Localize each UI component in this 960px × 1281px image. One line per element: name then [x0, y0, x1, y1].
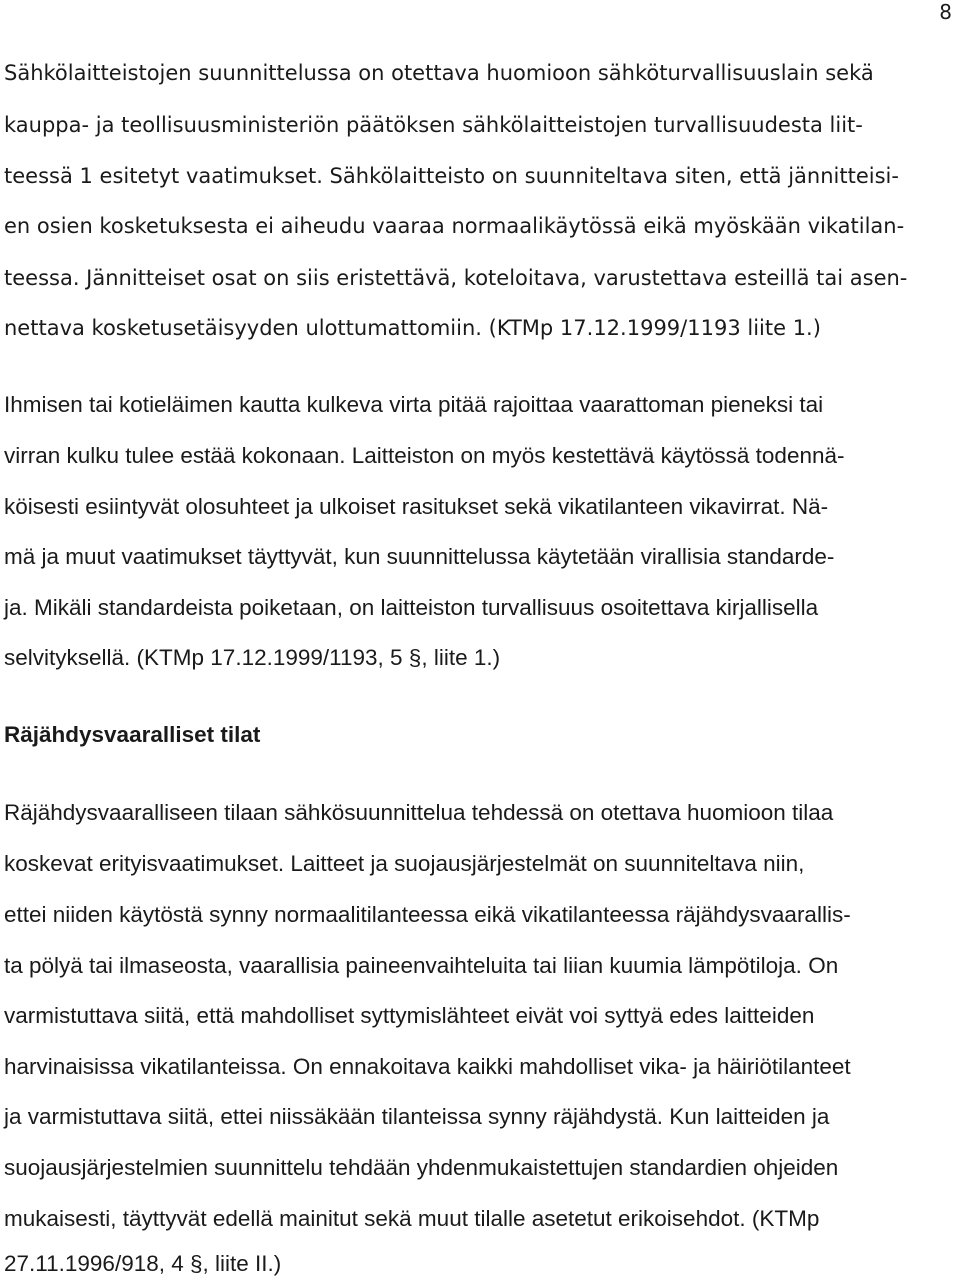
- paragraph-line: teessä 1 esitetyt vaatimukset. Sähkölaitteisto on suunniteltava siten, että jännitteisi-: [4, 164, 899, 188]
- paragraph-line: en osien kosketuksesta ei aiheudu vaaraa normaalikäytössä eikä myöskään vikatilan-: [4, 214, 905, 238]
- paragraph-line: nettava kosketusetäisyyden ulottumattomiin. (KTMp 17.12.1999/1193 liite 1.): [4, 316, 821, 340]
- paragraph-line: ettei niiden käytöstä synny normaalitilanteessa eikä vikatilanteessa räjähdysvaarallis-: [4, 902, 851, 927]
- paragraph-line: ja. Mikäli standardeista poiketaan, on laitteiston turvallisuus osoitettava kirjallisella: [4, 595, 819, 620]
- paragraph-line: harvinaisissa vikatilanteissa. On ennakoitava kaikki mahdolliset vika- ja häiriötilanteet: [4, 1054, 851, 1079]
- paragraph-line: mä ja muut vaatimukset täyttyvät, kun suunnittelussa käytetään virallisia standarde-: [4, 544, 835, 569]
- paragraph-line: teessa. Jännitteiset osat on siis eristettävä, koteloitava, varustettava esteillä tai asen-: [4, 266, 908, 290]
- paragraph-line: köisesti esiintyvät olosuhteet ja ulkoiset rasitukset sekä vikatilanteen vikavirrat. Nä-: [4, 494, 829, 519]
- section-heading: Räjähdysvaaralliset tilat: [4, 722, 261, 747]
- paragraph-line: ja varmistuttava siitä, ettei niissäkään tilanteissa synny räjähdystä. Kun laitteiden ja: [4, 1104, 830, 1129]
- paragraph-line: suojausjärjestelmien suunnittelu tehdään yhdenmukaistettujen standardien ohjeiden: [4, 1155, 839, 1180]
- paragraph-line: kauppa- ja teollisuusministeriön päätöksen sähkölaitteistojen turvallisuudesta liit-: [4, 113, 863, 137]
- paragraph-line: varmistuttava siitä, että mahdolliset syttymislähteet eivät voi syttyä edes laitteiden: [4, 1003, 815, 1028]
- paragraph-line: Ihmisen tai kotieläimen kautta kulkeva virta pitää rajoittaa vaarattoman pieneksi tai: [4, 392, 824, 417]
- paragraph-line: Räjähdysvaaralliseen tilaan sähkösuunnittelua tehdessä on otettava huomioon tilaa: [4, 800, 834, 825]
- paragraph-line: koskevat erityisvaatimukset. Laitteet ja suojausjärjestelmät on suunniteltava niin,: [4, 851, 805, 876]
- page-number: 8: [939, 0, 952, 24]
- paragraph-line: mukaisesti, täyttyvät edellä mainitut sekä muut tilalle asetetut erikoisehdot. (KTMp: [4, 1206, 820, 1231]
- paragraph-line: 27.11.1996/918, 4 §, liite II.): [4, 1251, 282, 1276]
- paragraph-line: ta pölyä tai ilmaseosta, vaarallisia paineenvaihteluita tai liian kuumia lämpötiloja. On: [4, 953, 839, 978]
- paragraph-line: selvityksellä. (KTMp 17.12.1999/1193, 5 §, liite 1.): [4, 645, 501, 670]
- paragraph-line: virran kulku tulee estää kokonaan. Laitteiston on myös kestettävä käytössä todennä-: [4, 443, 845, 468]
- paragraph-line: Sähkölaitteistojen suunnittelussa on otettava huomioon sähköturvallisuuslain sekä: [4, 61, 874, 85]
